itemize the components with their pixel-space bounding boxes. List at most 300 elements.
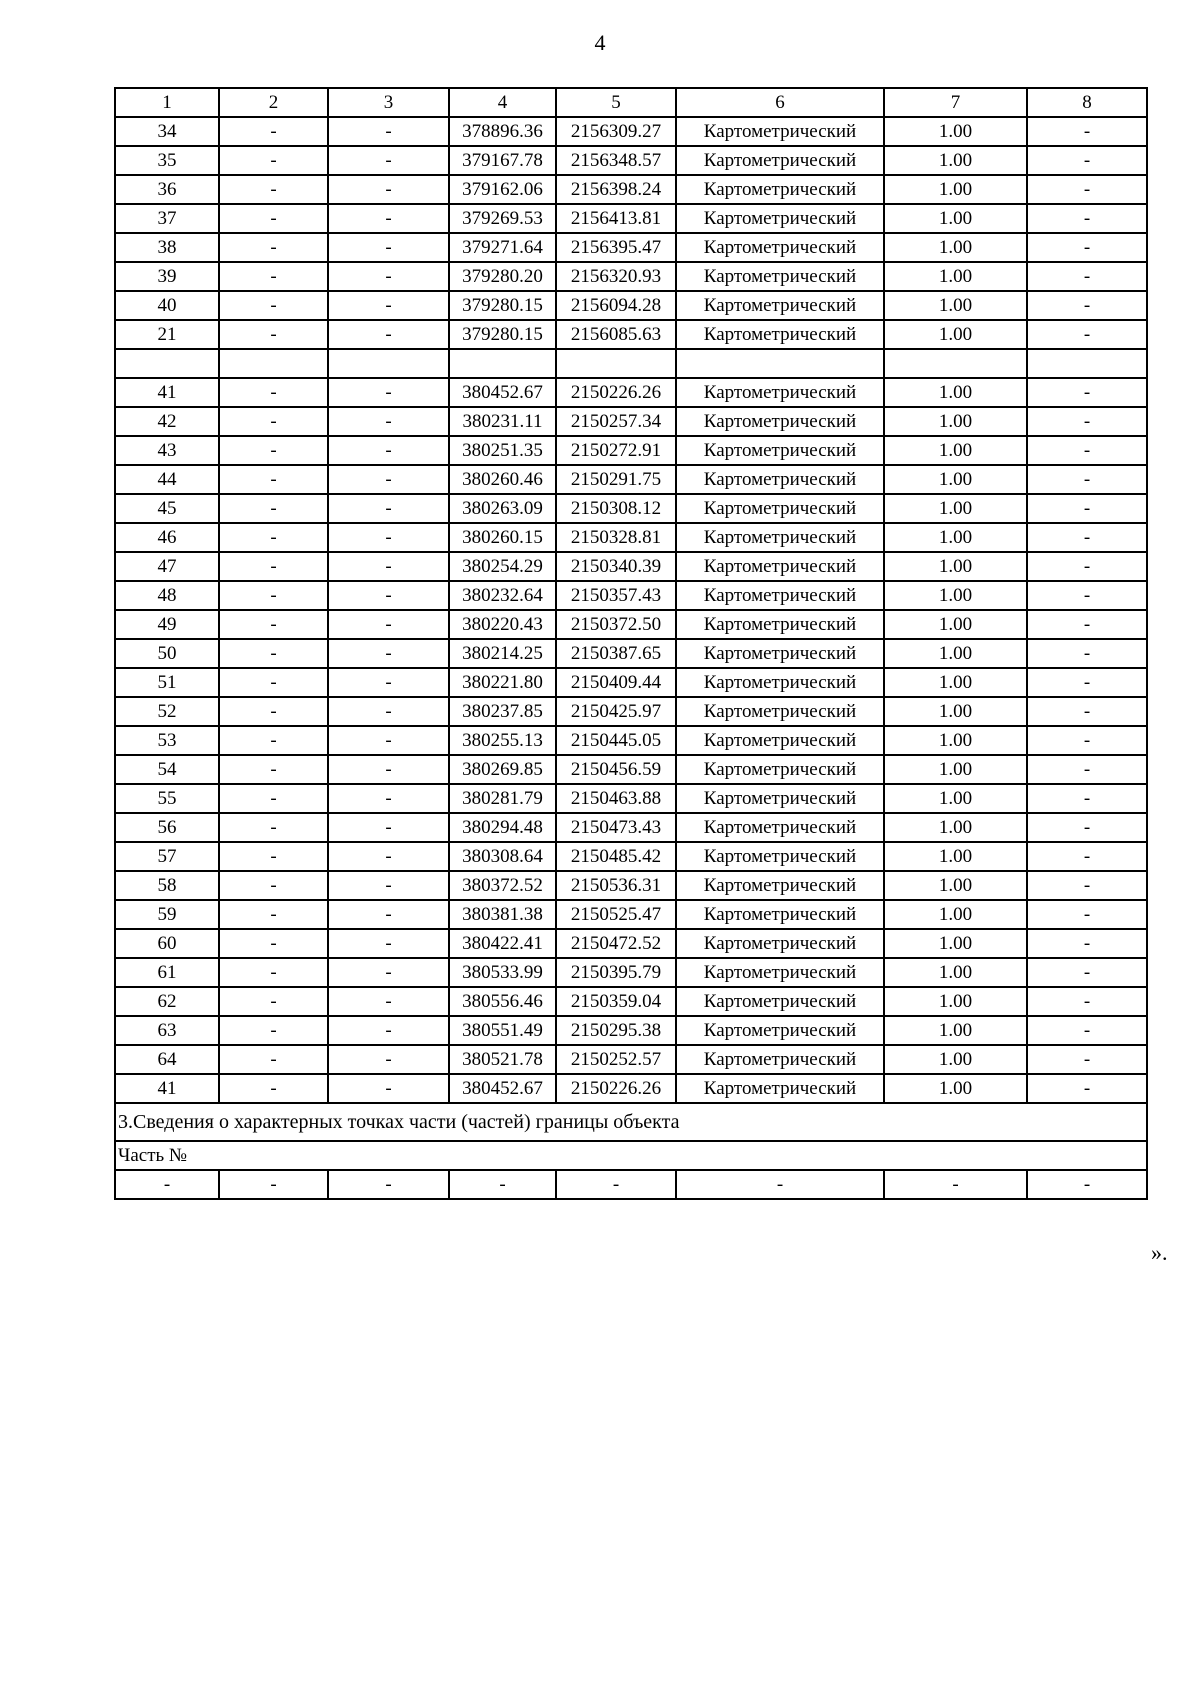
cell-col-8: - bbox=[1027, 1045, 1147, 1074]
cell-method: Картометрический bbox=[676, 378, 884, 407]
cell-coord-x: 380251.35 bbox=[449, 436, 556, 465]
table-row bbox=[115, 291, 1147, 320]
cell-col-3: - bbox=[328, 204, 449, 233]
cell-method: Картометрический bbox=[676, 755, 884, 784]
cell-point-number: 41 bbox=[115, 378, 219, 407]
table-row bbox=[115, 465, 1147, 494]
cell-col-3: - bbox=[328, 320, 449, 349]
cell-point-number: 45 bbox=[115, 494, 219, 523]
cell-col-8: - bbox=[1027, 726, 1147, 755]
cell-point-number: 50 bbox=[115, 639, 219, 668]
cell-col-8: - bbox=[1027, 523, 1147, 552]
cell-col-8: - bbox=[1027, 320, 1147, 349]
cell-accuracy: 1.00 bbox=[884, 900, 1027, 929]
cell-point-number: 58 bbox=[115, 871, 219, 900]
cell-method: Картометрический bbox=[676, 987, 884, 1016]
cell-accuracy: 1.00 bbox=[884, 871, 1027, 900]
cell-coord-x: 380308.64 bbox=[449, 842, 556, 871]
cell-coord-x: 380422.41 bbox=[449, 929, 556, 958]
header-cell: 4 bbox=[449, 88, 556, 117]
cell-coord-x: 380255.13 bbox=[449, 726, 556, 755]
cell-method: Картометрический bbox=[676, 697, 884, 726]
cell-col-2: - bbox=[219, 1016, 328, 1045]
cell-coord-y: 2150395.79 bbox=[556, 958, 676, 987]
cell-method: Картометрический bbox=[676, 813, 884, 842]
cell-coord-y: 2150485.42 bbox=[556, 842, 676, 871]
cell-col-8: - bbox=[1027, 755, 1147, 784]
cell-point-number: 42 bbox=[115, 407, 219, 436]
cell-coord-y: 2150272.91 bbox=[556, 436, 676, 465]
cell-method: Картометрический bbox=[676, 929, 884, 958]
cell-col-8: - bbox=[1027, 929, 1147, 958]
cell-coord-x: 379280.15 bbox=[449, 291, 556, 320]
cell-col-8: - bbox=[1027, 610, 1147, 639]
cell-accuracy: 1.00 bbox=[884, 755, 1027, 784]
cell-col-2: - bbox=[219, 117, 328, 146]
cell-col-3: - bbox=[328, 697, 449, 726]
empty-cell bbox=[676, 349, 884, 378]
cell-accuracy: 1.00 bbox=[884, 523, 1027, 552]
cell-col-2: - bbox=[219, 262, 328, 291]
cell-point-number: 56 bbox=[115, 813, 219, 842]
cell-accuracy: 1.00 bbox=[884, 117, 1027, 146]
cell-col-8: - bbox=[1027, 958, 1147, 987]
cell-method: Картометрический bbox=[676, 320, 884, 349]
cell-col-2: - bbox=[219, 929, 328, 958]
header-cell: 5 bbox=[556, 88, 676, 117]
cell-coord-x: 380556.46 bbox=[449, 987, 556, 1016]
cell-accuracy: 1.00 bbox=[884, 262, 1027, 291]
cell-coord-y: 2150456.59 bbox=[556, 755, 676, 784]
table-row bbox=[115, 842, 1147, 871]
table-row bbox=[115, 175, 1147, 204]
cell-accuracy: 1.00 bbox=[884, 639, 1027, 668]
cell-col-3: - bbox=[328, 987, 449, 1016]
cell-accuracy: 1.00 bbox=[884, 407, 1027, 436]
cell-coord-x: 380260.15 bbox=[449, 523, 556, 552]
part-label-row bbox=[115, 1141, 1147, 1170]
cell-col-3: - bbox=[328, 494, 449, 523]
cell-col-8: - bbox=[1027, 784, 1147, 813]
cell-col-2: - bbox=[219, 871, 328, 900]
table-row bbox=[115, 552, 1147, 581]
cell-col-8: - bbox=[1027, 842, 1147, 871]
cell-coord-y: 2150252.57 bbox=[556, 1045, 676, 1074]
cell-col-8: - bbox=[1027, 813, 1147, 842]
cell-method: Картометрический bbox=[676, 291, 884, 320]
table-row bbox=[115, 958, 1147, 987]
cell-col-8: - bbox=[1027, 233, 1147, 262]
cell-col-3: - bbox=[328, 958, 449, 987]
cell-col-2: - bbox=[219, 494, 328, 523]
cell-coord-x: 380254.29 bbox=[449, 552, 556, 581]
cell-coord-x: 380521.78 bbox=[449, 1045, 556, 1074]
cell-accuracy: 1.00 bbox=[884, 1016, 1027, 1045]
cell-col-2: - bbox=[219, 784, 328, 813]
cell-coord-x: 380221.80 bbox=[449, 668, 556, 697]
cell-col-8: - bbox=[1027, 436, 1147, 465]
cell-coord-x: 378896.36 bbox=[449, 117, 556, 146]
cell-coord-y: 2156395.47 bbox=[556, 233, 676, 262]
cell-point-number: 47 bbox=[115, 552, 219, 581]
cell-coord-x: 380381.38 bbox=[449, 900, 556, 929]
cell-method: Картометрический bbox=[676, 900, 884, 929]
cell-col-8: - bbox=[1027, 465, 1147, 494]
cell-coord-y: 2156398.24 bbox=[556, 175, 676, 204]
cell-col-2: - bbox=[219, 436, 328, 465]
cell-coord-x: 379271.64 bbox=[449, 233, 556, 262]
cell-col-8: - bbox=[1027, 204, 1147, 233]
cell-coord-y: 2156309.27 bbox=[556, 117, 676, 146]
cell-coord-x: 380533.99 bbox=[449, 958, 556, 987]
header-cell: 6 bbox=[676, 88, 884, 117]
header-cell: 8 bbox=[1027, 88, 1147, 117]
cell-coord-x: 380294.48 bbox=[449, 813, 556, 842]
cell-point-number: 34 bbox=[115, 117, 219, 146]
cell-col-8: - bbox=[1027, 871, 1147, 900]
table-row bbox=[115, 871, 1147, 900]
cell-accuracy: 1.00 bbox=[884, 987, 1027, 1016]
cell-accuracy: 1.00 bbox=[884, 726, 1027, 755]
table-row bbox=[115, 697, 1147, 726]
cell-col-3: - bbox=[328, 755, 449, 784]
cell-col-3: - bbox=[328, 813, 449, 842]
cell-point-number: 37 bbox=[115, 204, 219, 233]
cell-coord-x: 379280.20 bbox=[449, 262, 556, 291]
cell-method: Картометрический bbox=[676, 639, 884, 668]
cell-col-2: - bbox=[219, 233, 328, 262]
table-row bbox=[115, 494, 1147, 523]
cell-accuracy: 1.00 bbox=[884, 1074, 1027, 1103]
cell-accuracy: 1.00 bbox=[884, 465, 1027, 494]
cell-coord-x: 380220.43 bbox=[449, 610, 556, 639]
cell-col-2: - bbox=[219, 465, 328, 494]
cell-col-8: - bbox=[1027, 987, 1147, 1016]
cell-col-3: - bbox=[328, 407, 449, 436]
cell-point-number: 49 bbox=[115, 610, 219, 639]
empty-cell bbox=[115, 349, 219, 378]
table-row bbox=[115, 1045, 1147, 1074]
cell-point-number: 36 bbox=[115, 175, 219, 204]
cell-col-8: - bbox=[1027, 552, 1147, 581]
cell-coord-y: 2156413.81 bbox=[556, 204, 676, 233]
cell-method: Картометрический bbox=[676, 610, 884, 639]
cell-point-number: 59 bbox=[115, 900, 219, 929]
table-row bbox=[115, 523, 1147, 552]
table-row bbox=[115, 204, 1147, 233]
table-row bbox=[115, 668, 1147, 697]
cell-point-number: 60 bbox=[115, 929, 219, 958]
cell-accuracy: 1.00 bbox=[884, 146, 1027, 175]
cell-col-3: - bbox=[328, 1045, 449, 1074]
table-row bbox=[115, 987, 1147, 1016]
cell-method: Картометрический bbox=[676, 262, 884, 291]
cell-coord-x: 380269.85 bbox=[449, 755, 556, 784]
cell-col-8: - bbox=[1027, 146, 1147, 175]
cell-point-number: - bbox=[115, 1170, 219, 1199]
cell-col-8: - bbox=[1027, 900, 1147, 929]
cell-method: Картометрический bbox=[676, 407, 884, 436]
cell-method: Картометрический bbox=[676, 465, 884, 494]
table-row bbox=[115, 320, 1147, 349]
cell-col-3: - bbox=[328, 436, 449, 465]
cell-col-3: - bbox=[328, 842, 449, 871]
cell-method: Картометрический bbox=[676, 204, 884, 233]
table-row bbox=[115, 407, 1147, 436]
table-row bbox=[115, 610, 1147, 639]
cell-coord-x: 380452.67 bbox=[449, 1074, 556, 1103]
cell-col-3: - bbox=[328, 552, 449, 581]
boundary-points-table bbox=[114, 87, 1148, 1200]
cell-accuracy: 1.00 bbox=[884, 842, 1027, 871]
section-title-row bbox=[115, 1103, 1147, 1141]
header-cell: 1 bbox=[115, 88, 219, 117]
cell-coord-y: 2150357.43 bbox=[556, 581, 676, 610]
cell-coord-x: 380237.85 bbox=[449, 697, 556, 726]
cell-point-number: 43 bbox=[115, 436, 219, 465]
cell-coord-y: 2150257.34 bbox=[556, 407, 676, 436]
cell-col-2: - bbox=[219, 842, 328, 871]
cell-coord-y: 2156320.93 bbox=[556, 262, 676, 291]
cell-method: Картометрический bbox=[676, 1016, 884, 1045]
cell-col-8: - bbox=[1027, 1016, 1147, 1045]
cell-col-8: - bbox=[1027, 291, 1147, 320]
cell-col-2: - bbox=[219, 175, 328, 204]
cell-col-2: - bbox=[219, 639, 328, 668]
empty-cell bbox=[328, 349, 449, 378]
closing-quote: ». bbox=[1151, 1240, 1168, 1265]
cell-col-2: - bbox=[219, 204, 328, 233]
cell-col-3: - bbox=[328, 1074, 449, 1103]
table-row bbox=[115, 900, 1147, 929]
cell-col-3: - bbox=[328, 262, 449, 291]
cell-col-8: - bbox=[1027, 697, 1147, 726]
cell-coord-x: 379280.15 bbox=[449, 320, 556, 349]
cell-col-2: - bbox=[219, 1170, 328, 1199]
cell-accuracy: 1.00 bbox=[884, 697, 1027, 726]
cell-coord-x: 379167.78 bbox=[449, 146, 556, 175]
cell-accuracy: 1.00 bbox=[884, 204, 1027, 233]
cell-coord-y: 2150525.47 bbox=[556, 900, 676, 929]
cell-col-2: - bbox=[219, 378, 328, 407]
cell-method: Картометрический bbox=[676, 581, 884, 610]
cell-col-8: - bbox=[1027, 1074, 1147, 1103]
cell-coord-y: - bbox=[556, 1170, 676, 1199]
cell-col-3: - bbox=[328, 610, 449, 639]
cell-method: Картометрический bbox=[676, 117, 884, 146]
separator-row bbox=[115, 349, 1147, 378]
cell-col-3: - bbox=[328, 465, 449, 494]
cell-col-8: - bbox=[1027, 407, 1147, 436]
cell-coord-y: 2150295.38 bbox=[556, 1016, 676, 1045]
cell-coord-y: 2150387.65 bbox=[556, 639, 676, 668]
table-row bbox=[115, 117, 1147, 146]
cell-accuracy: 1.00 bbox=[884, 668, 1027, 697]
cell-point-number: 46 bbox=[115, 523, 219, 552]
cell-col-8: - bbox=[1027, 494, 1147, 523]
cell-col-3: - bbox=[328, 1016, 449, 1045]
cell-col-2: - bbox=[219, 900, 328, 929]
table-row bbox=[115, 581, 1147, 610]
cell-coord-y: 2150328.81 bbox=[556, 523, 676, 552]
cell-coord-x: 380372.52 bbox=[449, 871, 556, 900]
cell-col-3: - bbox=[328, 117, 449, 146]
cell-method: Картометрический bbox=[676, 175, 884, 204]
table-row bbox=[115, 378, 1147, 407]
cell-col-2: - bbox=[219, 813, 328, 842]
cell-coord-y: 2150340.39 bbox=[556, 552, 676, 581]
cell-coord-y: 2150226.26 bbox=[556, 378, 676, 407]
cell-col-8: - bbox=[1027, 378, 1147, 407]
cell-col-2: - bbox=[219, 291, 328, 320]
cell-col-8: - bbox=[1027, 117, 1147, 146]
cell-coord-y: 2150445.05 bbox=[556, 726, 676, 755]
cell-coord-x: 379269.53 bbox=[449, 204, 556, 233]
cell-coord-y: 2150359.04 bbox=[556, 987, 676, 1016]
cell-method: Картометрический bbox=[676, 668, 884, 697]
cell-col-3: - bbox=[328, 639, 449, 668]
cell-method: Картометрический bbox=[676, 523, 884, 552]
table-row bbox=[115, 726, 1147, 755]
cell-method: Картометрический bbox=[676, 842, 884, 871]
cell-accuracy: 1.00 bbox=[884, 175, 1027, 204]
table-row bbox=[115, 1074, 1147, 1103]
cell-method: Картометрический bbox=[676, 871, 884, 900]
cell-coord-x: 380281.79 bbox=[449, 784, 556, 813]
cell-accuracy: 1.00 bbox=[884, 291, 1027, 320]
cell-method: Картометрический bbox=[676, 436, 884, 465]
cell-coord-y: 2150425.97 bbox=[556, 697, 676, 726]
cell-accuracy: 1.00 bbox=[884, 813, 1027, 842]
cell-coord-y: 2150472.52 bbox=[556, 929, 676, 958]
cell-accuracy: 1.00 bbox=[884, 494, 1027, 523]
table-row bbox=[115, 784, 1147, 813]
cell-accuracy: 1.00 bbox=[884, 436, 1027, 465]
cell-method: Картометрический bbox=[676, 1045, 884, 1074]
cell-col-8: - bbox=[1027, 668, 1147, 697]
cell-col-2: - bbox=[219, 552, 328, 581]
section-title: 3.Сведения о характерных точках части (частей) границы объекта bbox=[115, 1103, 1147, 1141]
cell-col-2: - bbox=[219, 523, 328, 552]
table-row bbox=[115, 146, 1147, 175]
cell-col-2: - bbox=[219, 1074, 328, 1103]
cell-coord-x: 380214.25 bbox=[449, 639, 556, 668]
cell-point-number: 57 bbox=[115, 842, 219, 871]
cell-col-2: - bbox=[219, 987, 328, 1016]
cell-accuracy: 1.00 bbox=[884, 1045, 1027, 1074]
cell-method: Картометрический bbox=[676, 146, 884, 175]
cell-method: Картометрический bbox=[676, 233, 884, 262]
cell-col-3: - bbox=[328, 233, 449, 262]
cell-col-2: - bbox=[219, 581, 328, 610]
cell-point-number: 39 bbox=[115, 262, 219, 291]
cell-coord-y: 2150372.50 bbox=[556, 610, 676, 639]
cell-method: - bbox=[676, 1170, 884, 1199]
cell-col-8: - bbox=[1027, 175, 1147, 204]
cell-col-8: - bbox=[1027, 639, 1147, 668]
cell-col-2: - bbox=[219, 1045, 328, 1074]
cell-col-3: - bbox=[328, 175, 449, 204]
cell-accuracy: 1.00 bbox=[884, 581, 1027, 610]
header-cell: 7 bbox=[884, 88, 1027, 117]
cell-col-3: - bbox=[328, 668, 449, 697]
cell-method: Картометрический bbox=[676, 1074, 884, 1103]
cell-col-3: - bbox=[328, 1170, 449, 1199]
table-row bbox=[115, 233, 1147, 262]
header-cell: 2 bbox=[219, 88, 328, 117]
cell-col-3: - bbox=[328, 900, 449, 929]
cell-point-number: 61 bbox=[115, 958, 219, 987]
empty-cell bbox=[1027, 349, 1147, 378]
cell-coord-x: 380452.67 bbox=[449, 378, 556, 407]
cell-col-3: - bbox=[328, 784, 449, 813]
table-row bbox=[115, 262, 1147, 291]
cell-point-number: 51 bbox=[115, 668, 219, 697]
cell-point-number: 55 bbox=[115, 784, 219, 813]
cell-col-2: - bbox=[219, 697, 328, 726]
cell-col-2: - bbox=[219, 610, 328, 639]
cell-accuracy: 1.00 bbox=[884, 610, 1027, 639]
cell-accuracy: 1.00 bbox=[884, 233, 1027, 262]
cell-coord-x: 380260.46 bbox=[449, 465, 556, 494]
cell-coord-y: 2150226.26 bbox=[556, 1074, 676, 1103]
cell-point-number: 44 bbox=[115, 465, 219, 494]
cell-col-2: - bbox=[219, 407, 328, 436]
cell-col-2: - bbox=[219, 726, 328, 755]
cell-col-2: - bbox=[219, 755, 328, 784]
cell-point-number: 38 bbox=[115, 233, 219, 262]
empty-data-row bbox=[115, 1170, 1147, 1199]
part-label: Часть № bbox=[115, 1141, 1147, 1170]
cell-coord-x: 379162.06 bbox=[449, 175, 556, 204]
cell-col-3: - bbox=[328, 523, 449, 552]
page-number: 4 bbox=[594, 30, 606, 55]
header-row bbox=[115, 88, 1147, 117]
cell-point-number: 53 bbox=[115, 726, 219, 755]
table-row bbox=[115, 436, 1147, 465]
table-row bbox=[115, 929, 1147, 958]
cell-col-2: - bbox=[219, 668, 328, 697]
cell-accuracy: - bbox=[884, 1170, 1027, 1199]
cell-coord-x: - bbox=[449, 1170, 556, 1199]
cell-point-number: 63 bbox=[115, 1016, 219, 1045]
cell-coord-y: 2150536.31 bbox=[556, 871, 676, 900]
cell-accuracy: 1.00 bbox=[884, 320, 1027, 349]
cell-col-8: - bbox=[1027, 262, 1147, 291]
empty-cell bbox=[219, 349, 328, 378]
cell-point-number: 41 bbox=[115, 1074, 219, 1103]
cell-col-8: - bbox=[1027, 581, 1147, 610]
cell-coord-y: 2150473.43 bbox=[556, 813, 676, 842]
cell-method: Картометрический bbox=[676, 494, 884, 523]
cell-coord-y: 2150409.44 bbox=[556, 668, 676, 697]
cell-col-3: - bbox=[328, 726, 449, 755]
cell-col-3: - bbox=[328, 146, 449, 175]
cell-point-number: 52 bbox=[115, 697, 219, 726]
empty-cell bbox=[884, 349, 1027, 378]
table-row bbox=[115, 755, 1147, 784]
cell-coord-x: 380551.49 bbox=[449, 1016, 556, 1045]
table-row bbox=[115, 813, 1147, 842]
cell-col-3: - bbox=[328, 291, 449, 320]
cell-col-3: - bbox=[328, 378, 449, 407]
cell-point-number: 48 bbox=[115, 581, 219, 610]
cell-point-number: 35 bbox=[115, 146, 219, 175]
cell-point-number: 54 bbox=[115, 755, 219, 784]
empty-cell bbox=[556, 349, 676, 378]
cell-coord-x: 380232.64 bbox=[449, 581, 556, 610]
empty-cell bbox=[449, 349, 556, 378]
